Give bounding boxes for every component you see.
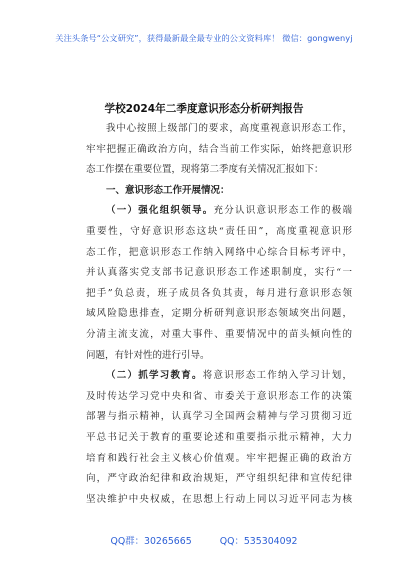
paragraph-line: 及时传达学习党中央和省、市委关于意识形态工作的决策 — [86, 390, 352, 402]
item-first-line — [86, 201, 352, 222]
footer-qq: QQ：535304092 — [219, 536, 298, 547]
document-body — [86, 119, 352, 510]
paragraph-line: 把手”负总责，班子成员各负其责，每月进行意识形态领 — [86, 287, 352, 299]
item-label: （一）强化组织领导。 — [106, 205, 214, 217]
item-text: 将意识形态工作纳入学习计划， — [202, 370, 352, 382]
item-first-line — [86, 366, 352, 387]
paragraph-line: 平总书记关于教育的重要论述和重要指示批示精神，大力 — [86, 431, 352, 443]
paragraph-line: 重要性，守好意识形态这块“责任田”，高度重视意识形 — [86, 225, 352, 237]
document-title: 学校2024年二季度意识形态分析研判报告 — [104, 103, 304, 115]
intro-line: 态工作摆在重要位置，现将第二季度有关情况汇报如下： — [86, 164, 324, 176]
paragraph-line: 向，严守政治纪律和政治规矩，严守组织纪律和宣传纪律 — [86, 473, 352, 485]
paragraph-line: 域风险隐患排查，定期分析研判意识形态领域突出问题， — [86, 308, 352, 320]
item-label: （二）抓学习教育。 — [106, 370, 203, 382]
paragraph-line: 坚决维护中央权威，在思想上行动上同以习近平同志为核 — [86, 493, 352, 505]
header-watermark: 关注头条号“公文研究”，获得最新最全最专业的公文资料库！ 微信：gongwenyj — [55, 33, 353, 43]
paragraph-line: 分清主流支流，对重大事件、重要情况中的苗头倾向性的 — [86, 328, 352, 340]
intro-line: 我中心按照上级部门的要求，高度重视意识形态工作， — [106, 123, 352, 134]
footer-contact — [0, 533, 408, 547]
paragraph-line: 并认真落实党支部书记意识形态工作述职制度，实行“一 — [86, 267, 352, 279]
item-text: 充分认识意识形态工作的极端 — [213, 205, 352, 217]
paragraph-line: 部署与指示精神，认真学习全国两会精神与学习贯彻习近 — [86, 411, 352, 423]
paragraph-line: 问题，有针对性的进行引导。 — [86, 349, 210, 361]
section-heading: 一、意识形态工作开展情况： — [106, 184, 230, 196]
footer-qq-group: QQ群：30265665 — [110, 536, 192, 547]
paragraph-line: 态工作，把意识形态工作纳入网络中心综合目标考评中， — [86, 246, 352, 258]
paragraph-line: 培育和践行社会主义核心价值观。牢牢把握正确的政治方 — [86, 452, 352, 464]
intro-line: 牢牢把握正确政治方向，结合当前工作实际，始终把意识形 — [86, 143, 352, 155]
